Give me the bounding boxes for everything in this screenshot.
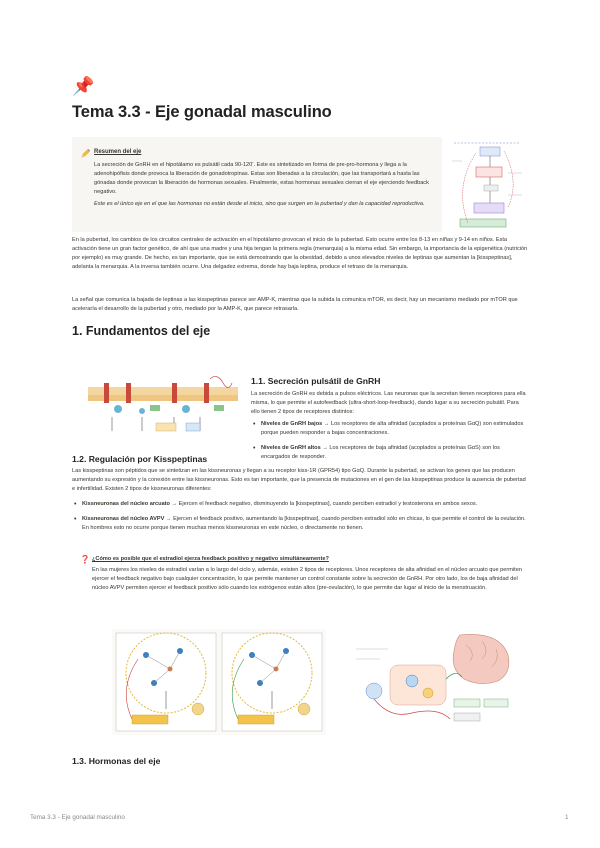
- list-item: • Kissneuronas del núcleo arcuato → Ejercen el feedback negativo, disminuyendo la [kisspeptinas], cuando perciben estradiol y testosterona en ambos sexos.: [72, 500, 528, 509]
- section-1-1-text: La secreción de GnRH es debida a pulsos eléctricos. Las neuronas que la secretan tienen receptores para ella misma, lo que permite el autofeedback (ultra-short-loop-feedback), dando lugar a su secreción pulsátil. Para ello tienen 2 tipos de receptores distintos:: [251, 391, 526, 415]
- axis-diagram-figure: [446, 137, 528, 233]
- page-number: 1: [565, 814, 569, 821]
- section-1-2-heading: 1.2. Regulación por Kisspeptinas: [72, 454, 208, 464]
- pencil-icon: [80, 148, 91, 159]
- section-1-3-heading: 1.3. Hormonas del eje: [72, 756, 161, 766]
- question-answer-text: En las mujeres los niveles de estradiol varían a lo largo del ciclo y, además, existen 2 tipos de receptores. Unos receptores de alta afinidad en el núcleo arcuato que permiten ejercer el feedback negativo bajo cualquier concentración, lo que permite mantener un control constante sobre la secreción de GnRH. Por otro lado, los de baja afinidad del núcleo AVPV permiten ejercer el feedback positivo sólo cuando los estrógenos están altos (pre-ovulación), lo que permite dar lugar al inicio de la menstruación.: [92, 567, 522, 591]
- summary-heading: Resumen del eje: [94, 149, 142, 155]
- pushpin-icon: 📌: [72, 76, 95, 96]
- question-heading: ¿Cómo es posible que el estradiol ejerza feedback positivo y negativo simultáneamente?: [92, 556, 329, 562]
- section-1-2-text: Las kisspeptinas son péptidos que se sintetizan en las kissneuronas y llegan a su receptor kiss-1R (GPR54) tipo GαQ. Durante la pubertad, se activan los genes que las producen aumentando su expresión y la conexión entre las kissneuronas. Esto es tan importante, que la presencia de mutaciones en el gen de las kisspeptinas produce la ausencia de pubertad e infertilidad. Existen 2 tipos de kissneuronas diferentes:: [72, 468, 526, 492]
- kisspeptin-feedback-figure: [112, 629, 326, 735]
- question-mark-icon: ❓: [80, 555, 90, 564]
- list-item: • Niveles de GnRH bajos → Los receptores de alta afinidad (acoplados a proteínas GαQ) son estimulados porque pueden responder a bajas concentraciones.: [251, 420, 528, 438]
- list-item: • Niveles de GnRH altos → Los receptores de baja afinidad (acoplados a proteínas GαS) son los encargados de responder.: [251, 444, 528, 462]
- section-1-1-heading: 1.1. Secreción pulsátil de GnRH: [251, 376, 381, 386]
- intro-paragraph-2: La señal que comunica la bajada de leptinas a las kisspeptinas parece ser AMP-K, mientras que la subida la comunica mTOR, es decir, hay un mecanismo mediado por mTOR que aceleraría el desarrollo de la pubertad y otro, mediado por la AMP-K, que parece retrasarla.: [72, 297, 518, 312]
- page-title: Tema 3.3 - Eje gonadal masculino: [72, 103, 332, 121]
- footer-title: Tema 3.3 - Eje gonadal masculino: [30, 814, 125, 821]
- summary-italic-note: Este es el único eje en el que las hormonas no están desde el inicio, sino que surgen en la pubertad y dan la capacidad reproductiva.: [94, 201, 425, 207]
- gnrh-receptor-figure: [82, 375, 247, 437]
- summary-callout: [72, 137, 442, 232]
- list-item: • Kissneuronas del núcleo AVPV → Ejercen el feedback positivo, aumentando la [kisspeptinas], cuando perciben estradiol sólo en chicas, lo que permite el control de la ovulación. En hombres esto no ocurre porque tienen muchas menos kissneuronas en este núcleo, o directamente no tienen.: [72, 515, 528, 533]
- brain-pituitary-figure: [350, 629, 514, 735]
- summary-text: La secreción de GnRH en el hipotálamo es pulsátil cada 90-120’. Este es sintetizado en forma de pre-pro-hormona y llega a la adenohipófisis donde provoca la liberación de gonadotropinas. Estas son liberadas a la circulación, que las transportará a hasta las gónadas donde provocan la liberación de hormonas sexuales. Finalmente, estas hormonas sexuales cierran el eje ejerciendo feedback negativo.: [94, 162, 429, 195]
- gnrh-receptor-list: [251, 420, 528, 468]
- intro-paragraph-1: En la pubertad, los cambios de los circuitos centrales de activación en el hipotálamo provocan el inicio de la pubertad. Esto ocurre entre los 8-13 en niñas y 9-14 en niños. Esta activación tiene un gran factor genético, de ahí que una madre y una hija tengan la primera regla (menarquia) a la misma edad. Sin embargo, la importancia de la epigenética (nutrición por ejemplo) es muy grande. De hecho, es tan importante, que se está demostrando que la obesidad, debido a unos elevados niveles de leptinas que aumentan la [kisspeptinas], adelanta la menarquia. A la inversa también ocurre. Una delgadez extrema, donde hay baja leptina, produce el retraso de la menarquia.: [72, 237, 528, 270]
- section-1-heading: 1. Fundamentos del eje: [72, 324, 211, 338]
- kissneuron-list: [72, 500, 528, 539]
